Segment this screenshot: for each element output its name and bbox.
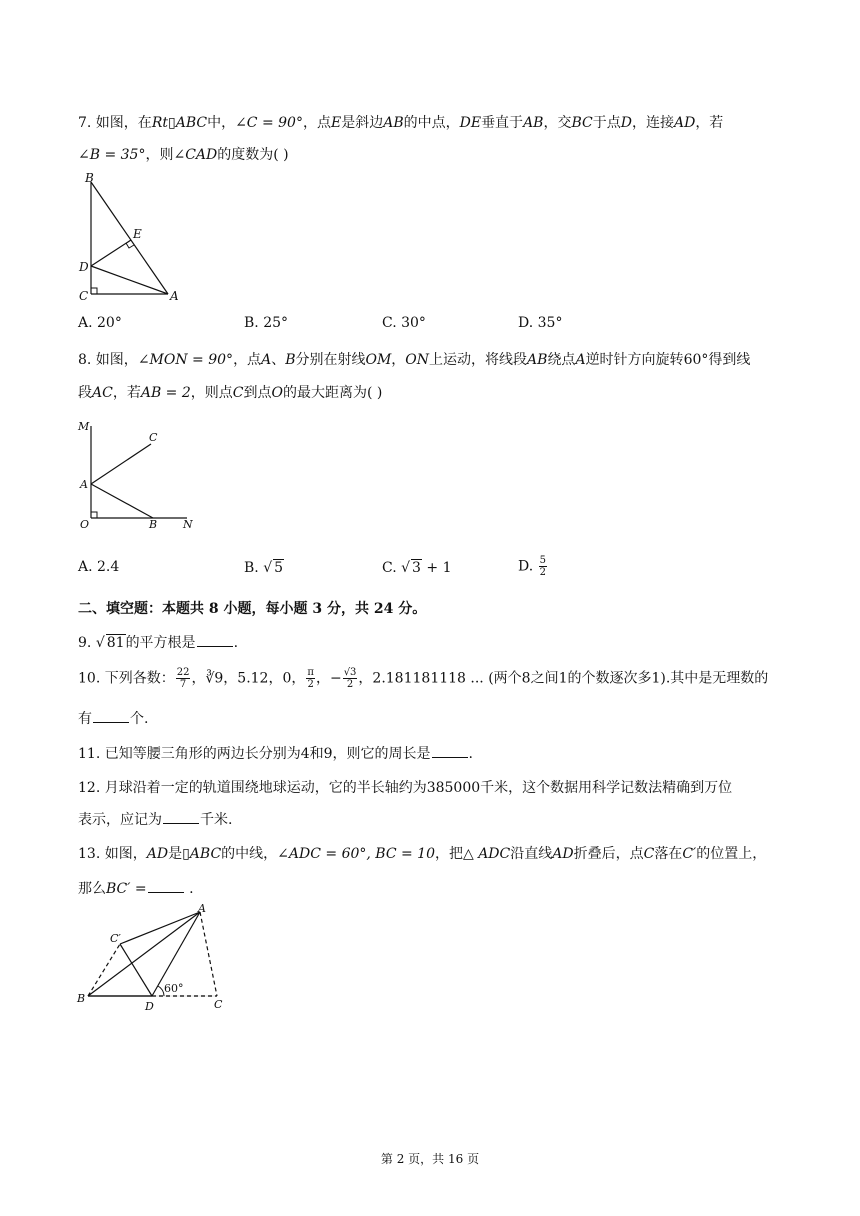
q8-line1: 8. 如图，∠MON = 90°，点A、B分别在射线OM，ON上运动，将线段AB绕点A逆时针方向旋转60°得到线 xyxy=(78,352,751,368)
q8-option-d: D. $\frac{5}{2}$ xyxy=(518,555,547,578)
q13-label-cprime: C′ xyxy=(110,932,121,945)
q9: 9. √ 81的平方根是 . xyxy=(78,635,239,651)
q7-label-c: C xyxy=(79,289,89,303)
q8-label-a: A xyxy=(80,478,88,491)
q7-label-a: A xyxy=(170,289,179,303)
section-2-heading: 二、填空题：本题共 8 小题，每小题 3 分，共 24 分。 xyxy=(78,601,427,617)
q10-line2: 有 个. xyxy=(78,711,149,727)
q13-label-b: B xyxy=(77,992,86,1005)
q7-option-a: A. 20° xyxy=(78,315,122,331)
q7-option-b: B. 25° xyxy=(244,315,289,331)
q7-label-b: B xyxy=(85,171,94,185)
q8-option-c: C. √ 3 + 1 xyxy=(382,560,452,576)
q10-answer-blank[interactable] xyxy=(93,710,129,723)
q13-line2: 那么BC′ = . xyxy=(78,881,194,897)
q11: 11. 已知等腰三角形的两边长分别为4和9，则它的周长是 . xyxy=(78,746,473,762)
q12-line2: 表示，应记为 千米. xyxy=(78,812,233,828)
q8-label-m: M xyxy=(78,420,90,433)
q12-answer-blank[interactable] xyxy=(163,811,199,824)
q13-answer-blank[interactable] xyxy=(148,880,184,893)
q12-line1: 12. 月球沿着一定的轨道围绕地球运动，它的半长轴约为385000千米，这个数据用科学记数法精确到万位 xyxy=(78,780,733,796)
q8-label-o: O xyxy=(80,518,90,531)
q8-figure xyxy=(75,416,205,532)
q11-answer-blank[interactable] xyxy=(432,745,468,758)
q7-line1: 7. 如图，在Rt▯ABC中，∠C = 90°，点E是斜边AB的中点，DE垂直于AB，交BC于点D，连接AD，若 xyxy=(78,115,724,131)
q7-figure xyxy=(75,170,195,305)
q13-label-d: D xyxy=(145,1000,154,1013)
q9-answer-blank[interactable] xyxy=(197,634,233,647)
page-footer: 第 2 页，共 16 页 xyxy=(380,1152,480,1166)
q8-label-n: N xyxy=(183,518,193,531)
q8-label-b: B xyxy=(149,518,158,531)
q7-label-e: E xyxy=(133,227,142,241)
q13-line1: 13. 如图，AD是▯ABC的中线，∠ADC = 60°, BC = 10，把△ ADC沿直线AD折叠后，点C落在C′的位置上， xyxy=(78,846,767,862)
q8-option-a: A. 2.4 xyxy=(78,559,120,575)
q8-option-b: B. √ 5 xyxy=(244,560,284,576)
q13-label-a: A xyxy=(198,902,206,915)
q10-line1: 10. 下列各数： $\frac{22}{7}$ ，∛9，5.12，0， $\frac{\pi}{2}$ ，− $\frac{√3}{2}$ ，2.181181118 ... (两个8之间1的个数逐次多1).其中是无理数的 xyxy=(78,667,769,690)
q7-line2: ∠B = 35°，则∠CAD的度数为( ) xyxy=(78,147,289,163)
q7-label-d: D xyxy=(79,260,89,274)
q7-option-d: D. 35° xyxy=(518,315,563,331)
q13-figure xyxy=(72,902,232,1014)
q7-option-c: C. 30° xyxy=(382,315,426,331)
q13-label-c: C xyxy=(214,998,223,1011)
q13-label-angle: 60° xyxy=(164,982,184,995)
q8-line2: 段AC，若AB = 2，则点C到点O的最大距离为( ) xyxy=(78,385,383,401)
q8-label-c: C xyxy=(149,431,158,444)
